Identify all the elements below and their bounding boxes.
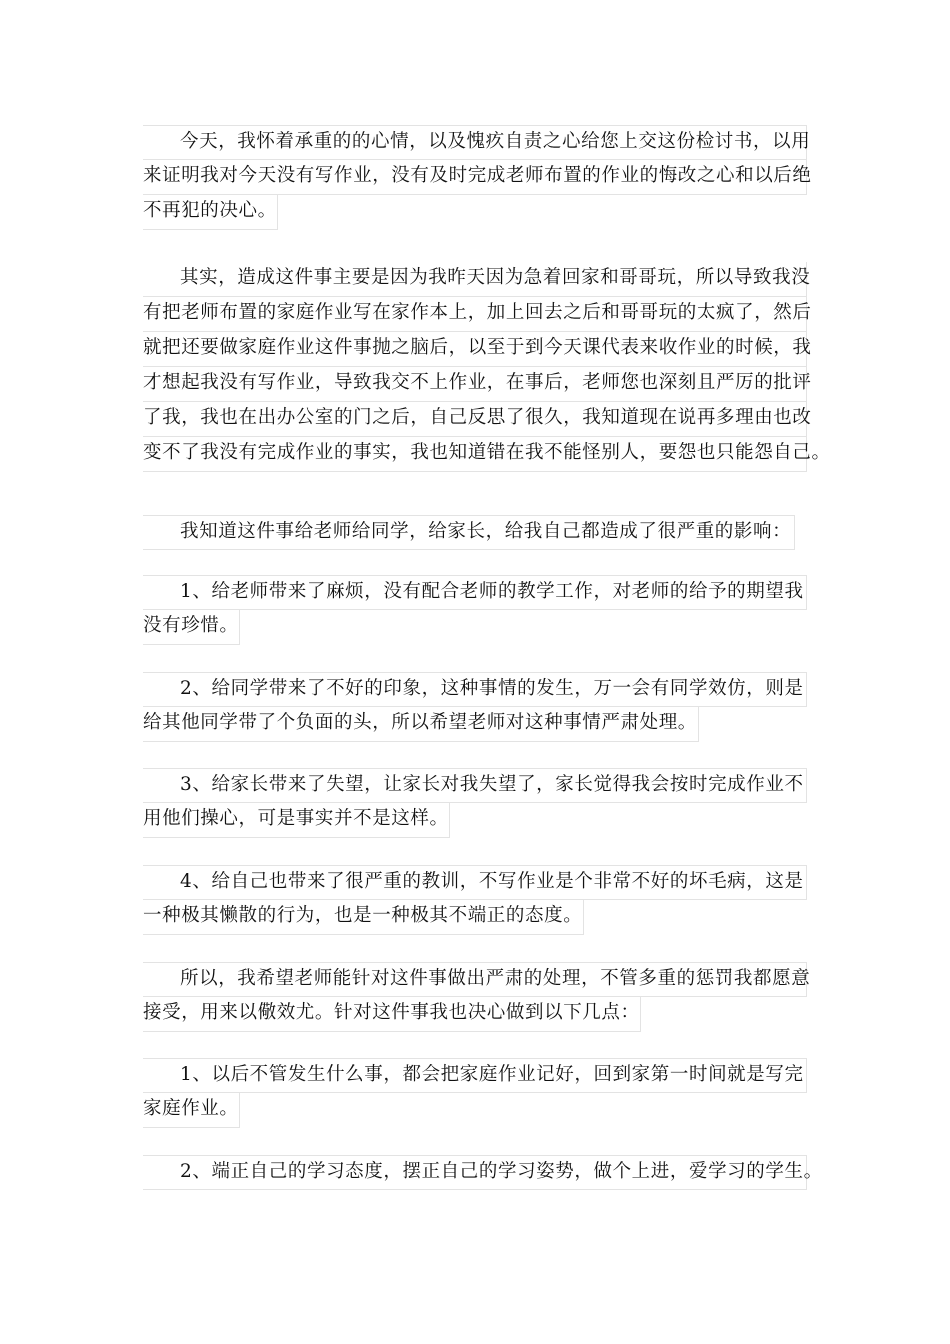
list-item-resolution-1 [143, 1058, 807, 1128]
paragraph-reason [143, 262, 831, 472]
text-line: 所以，我希望老师能针对这件事做出严肃的处理，不管多重的惩罚我都愿意 [143, 962, 807, 997]
list-item-impact-4 [143, 865, 807, 935]
text-line: 来证明我对今天没有写作业，没有及时完成老师布置的作业的悔改之心和以后绝 [143, 160, 807, 195]
text-line: 2、端正自己的学习态度，摆正自己的学习姿势，做个上进，爱学习的学生。 [143, 1155, 807, 1190]
text-line: 就把还要做家庭作业这件事抛之脑后，以至于到今天课代表来收作业的时候，我 [143, 332, 807, 367]
text-line: 1、以后不管发生什么事，都会把家庭作业记好，回到家第一时间就是写完 [143, 1058, 807, 1093]
text-line: 没有珍惜。 [143, 610, 240, 645]
text-line: 1、给老师带来了麻烦，没有配合老师的教学工作，对老师的给予的期望我 [143, 575, 807, 610]
list-item-impact-2 [143, 672, 807, 742]
text-line: 变不了我没有完成作业的事实，我也知道错在我不能怪别人，要怨也只能怨自己。 [143, 437, 807, 472]
text-line: 了我，我也在出办公室的门之后，自己反思了很久，我知道现在说再多理由也改 [143, 402, 807, 437]
text-line: 有把老师布置的家庭作业写在家作本上，加上回去之后和哥哥玩的太疯了，然后 [143, 297, 807, 332]
text-line: 2、给同学带来了不好的印象，这种事情的发生，万一会有同学效仿，则是 [143, 672, 807, 707]
paragraph-intro [143, 125, 812, 230]
text-line: 用他们操心，可是事实并不是这样。 [143, 803, 450, 838]
text-line: 不再犯的决心。 [143, 195, 278, 230]
list-item-resolution-2 [143, 1155, 823, 1190]
list-item-impact-3 [143, 768, 807, 838]
text-line: 才想起我没有写作业，导致我交不上作业，在事后，老师您也深刻且严厉的批评 [143, 367, 807, 402]
text-line: 家庭作业。 [143, 1093, 240, 1128]
text-line: 我知道这件事给老师给同学，给家长，给我自己都造成了很严重的影响： [143, 515, 795, 550]
text-line: 一种极其懒散的行为，也是一种极其不端正的态度。 [143, 900, 584, 935]
text-line: 3、给家长带来了失望，让家长对我失望了，家长觉得我会按时完成作业不 [143, 768, 807, 803]
text-line: 4、给自己也带来了很严重的教训，不写作业是个非常不好的坏毛病，这是 [143, 865, 807, 900]
text-line: 给其他同学带了个负面的头，所以希望老师对这种事情严肃处理。 [143, 707, 699, 742]
paragraph-impact [143, 515, 807, 550]
text-line: 接受，用来以儆效尤。针对这件事我也决心做到以下几点： [143, 997, 641, 1032]
paragraph-resolution [143, 962, 811, 1032]
list-item-impact-1 [143, 575, 807, 645]
text-line: 今天，我怀着承重的的心情，以及愧疚自责之心给您上交这份检讨书，以用 [143, 125, 807, 160]
text-line: 其实，造成这件事主要是因为我昨天因为急着回家和哥哥玩，所以导致我没 [143, 262, 807, 297]
